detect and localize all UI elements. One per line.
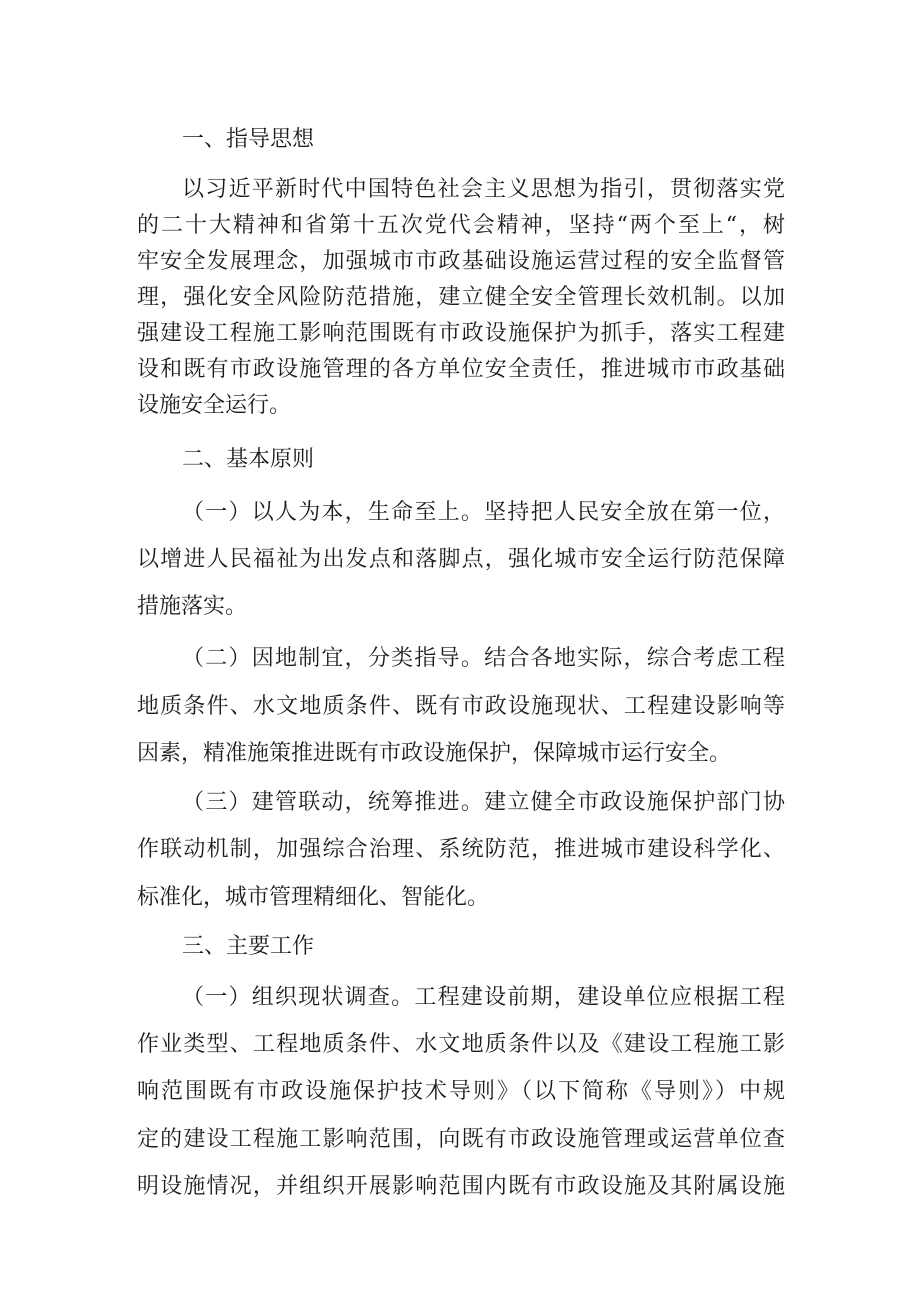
paragraph-line: 措施落实。 <box>137 594 248 619</box>
paragraph-line: 设和既有市政设施管理的各方单位安全责任，推进城市市政基础 <box>137 357 785 382</box>
paragraph-line: （一）以人为本，生命至上。坚持把人民安全放在第一位， <box>182 500 785 525</box>
paragraph-line: 响范围既有市政设施保护技术导则》（以下简称《导则》）中规 <box>137 1079 785 1104</box>
paragraph-line: 因素，精准施策推进既有市政设施保护，保障城市运行安全。 <box>137 741 732 766</box>
paragraph-line: 作业类型、工程地质条件、水文地质条件以及《建设工程施工影 <box>137 1032 785 1057</box>
paragraph-line: 强建设工程施工影响范围既有市政设施保护为抓手，落实工程建 <box>137 321 785 346</box>
section-heading-main-work: 三、主要工作 <box>182 934 315 959</box>
paragraph-line: 标准化，城市管理精细化、智能化。 <box>137 885 490 910</box>
paragraph-line: （一）组织现状调查。工程建设前期，建设单位应根据工程 <box>182 985 785 1010</box>
paragraph-line: 牢安全发展理念，加强城市市政基础设施运营过程的安全监督管 <box>137 249 785 274</box>
section-heading-basic-principles: 二、基本原则 <box>182 447 315 472</box>
paragraph-line: 设施安全运行。 <box>137 393 292 418</box>
paragraph-line: 作联动机制，加强综合治理、系统防范，推进城市建设科学化、 <box>137 837 785 862</box>
paragraph-line: 以增进人民福祉为出发点和落脚点，强化城市安全运行防范保障 <box>137 547 785 572</box>
paragraph-line: （三）建管联动，统筹推进。建立健全市政设施保护部门协 <box>182 790 785 815</box>
section-heading-guiding-ideology: 一、指导思想 <box>182 127 315 152</box>
paragraph-line: （二）因地制宜，分类指导。结合各地实际，综合考虑工程 <box>182 646 785 671</box>
paragraph-line: 理，强化安全风险防范措施，建立健全安全管理长效机制。以加 <box>137 285 785 310</box>
paragraph-line: 明设施情况，并组织开展影响范围内既有市政设施及其附属设施 <box>137 1174 785 1199</box>
paragraph-line: 以习近平新时代中国特色社会主义思想为指引，贯彻落实党 <box>182 177 785 202</box>
paragraph-line: 定的建设工程施工影响范围，向既有市政设施管理或运营单位查 <box>137 1127 785 1152</box>
paragraph-line: 地质条件、水文地质条件、既有市政设施现状、工程建设影响等 <box>137 694 785 719</box>
paragraph-line: 的二十大精神和省第十五次党代会精神，坚持“两个至上“，树 <box>137 213 785 238</box>
